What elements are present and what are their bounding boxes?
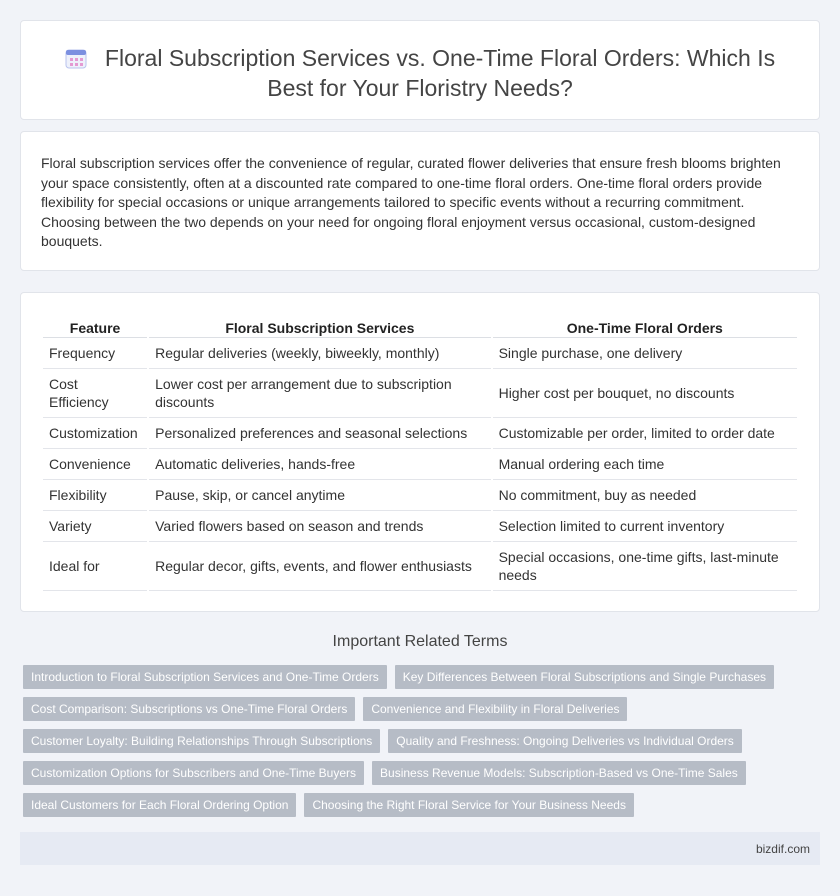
- table-row: [43, 369, 797, 418]
- footer-site-link[interactable]: bizdif.com: [755, 842, 810, 856]
- feature-cell: Cost Efficiency: [43, 369, 147, 418]
- subscription-cell: Personalized preferences and seasonal selections: [149, 418, 490, 449]
- subscription-cell: Pause, skip, or cancel anytime: [149, 480, 490, 511]
- table-row: [43, 542, 797, 591]
- summary-card: [20, 131, 820, 271]
- related-term-tag[interactable]: Quality and Freshness: Ongoing Deliveries vs Individual Orders: [388, 729, 742, 753]
- related-term-tag[interactable]: Ideal Customers for Each Floral Ordering Option: [23, 793, 296, 817]
- feature-cell: Frequency: [43, 338, 147, 369]
- title-line-1: Floral Subscription Services vs. One-Time Floral Orders: Which Is: [104, 45, 776, 71]
- feature-cell: Convenience: [43, 449, 147, 480]
- calendar-icon: [65, 47, 87, 69]
- related-term-tag[interactable]: Introduction to Floral Subscription Services and One-Time Orders: [23, 665, 387, 689]
- related-terms-title: Important Related Terms: [332, 633, 508, 650]
- header-feature: Feature: [43, 313, 147, 338]
- feature-cell: Variety: [43, 511, 147, 542]
- table-row: [43, 511, 797, 542]
- table-row: [43, 418, 797, 449]
- subscription-cell: Regular deliveries (weekly, biweekly, monthly): [149, 338, 490, 369]
- header-one-time: One-Time Floral Orders: [493, 313, 797, 338]
- feature-cell: Customization: [43, 418, 147, 449]
- summary-text: Floral subscription services offer the convenience of regular, curated flower deliveries that ensure fresh blooms brighten your space consistently, often at a discounted rate compared to one-time floral orders. One-time floral orders provide flexibility for special occasions or unique arrangements tailored to specific events without a recurring commitment. Choosing between the two depends on your need for ongoing floral enjoyment versus occasional, custom-designed bouquets.: [41, 155, 781, 250]
- subscription-cell: Lower cost per arrangement due to subscription discounts: [149, 369, 490, 418]
- header-subscription: Floral Subscription Services: [149, 313, 490, 338]
- related-term-tag[interactable]: Customization Options for Subscribers and One-Time Buyers: [23, 761, 364, 785]
- table-row: [43, 449, 797, 480]
- title-line-2: Best for Your Floristry Needs?: [267, 75, 573, 101]
- feature-cell: Ideal for: [43, 542, 147, 591]
- page-title: [51, 43, 789, 103]
- one-time-cell: Selection limited to current inventory: [493, 511, 797, 542]
- one-time-cell: No commitment, buy as needed: [493, 480, 797, 511]
- related-term-tag[interactable]: Cost Comparison: Subscriptions vs One-Time Floral Orders: [23, 697, 355, 721]
- comparison-table-card: [20, 292, 820, 612]
- feature-cell: Flexibility: [43, 480, 147, 511]
- title-card: [20, 20, 820, 120]
- related-term-tag[interactable]: Choosing the Right Floral Service for Your Business Needs: [304, 793, 634, 817]
- footer: [20, 832, 820, 865]
- one-time-cell: Higher cost per bouquet, no discounts: [493, 369, 797, 418]
- table-row: [43, 338, 797, 369]
- subscription-cell: Automatic deliveries, hands-free: [149, 449, 490, 480]
- related-term-tag[interactable]: Key Differences Between Floral Subscriptions and Single Purchases: [395, 665, 774, 689]
- related-term-tag[interactable]: Convenience and Flexibility in Floral Deliveries: [363, 697, 627, 721]
- one-time-cell: Customizable per order, limited to order date: [493, 418, 797, 449]
- table-header-row: [43, 313, 797, 338]
- related-terms-list: [23, 665, 823, 825]
- subscription-cell: Varied flowers based on season and trends: [149, 511, 490, 542]
- one-time-cell: Special occasions, one-time gifts, last-minute needs: [493, 542, 797, 591]
- related-term-tag[interactable]: Business Revenue Models: Subscription-Based vs One-Time Sales: [372, 761, 746, 785]
- comparison-table: [41, 313, 799, 591]
- subscription-cell: Regular decor, gifts, events, and flower enthusiasts: [149, 542, 490, 591]
- related-term-tag[interactable]: Customer Loyalty: Building Relationships Through Subscriptions: [23, 729, 380, 753]
- one-time-cell: Single purchase, one delivery: [493, 338, 797, 369]
- table-row: [43, 480, 797, 511]
- one-time-cell: Manual ordering each time: [493, 449, 797, 480]
